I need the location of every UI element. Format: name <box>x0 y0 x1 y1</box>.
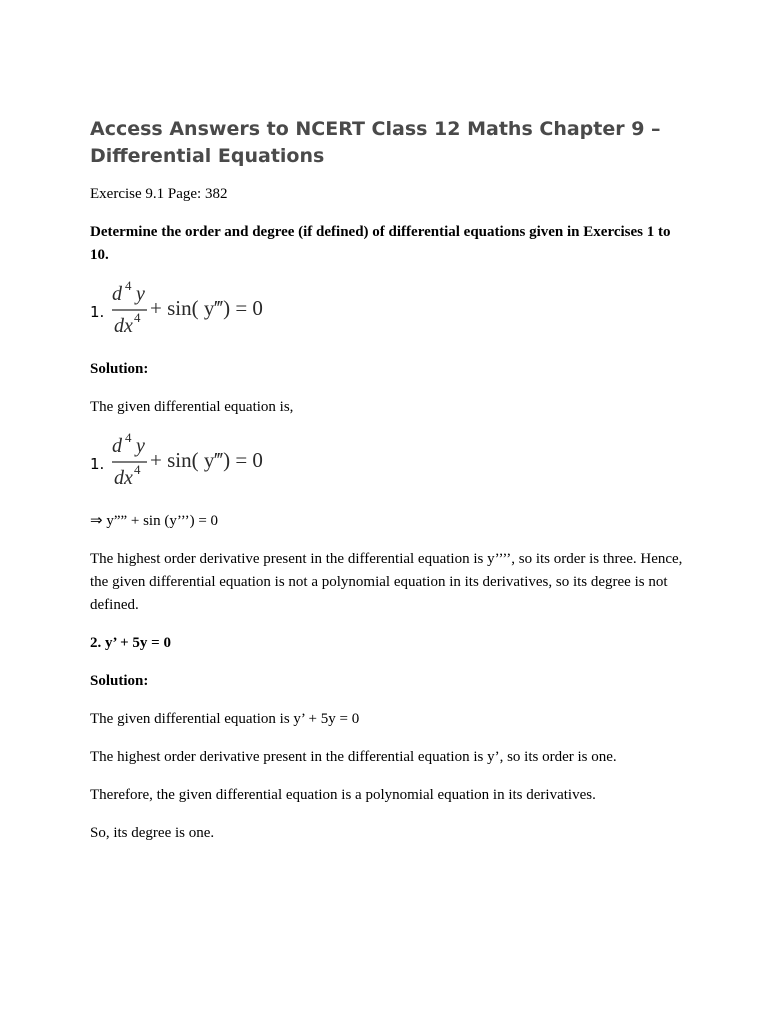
equation-rest: + sin( y‴) = 0 <box>150 448 263 472</box>
denominator-power: 4 <box>134 462 141 477</box>
q1-intro: The given differential equation is, <box>90 399 294 415</box>
numerator-power: 4 <box>125 430 132 445</box>
exercise-line: Exercise 9.1 Page: 382 <box>90 186 228 202</box>
equation-rest: + sin( y‴) = 0 <box>150 296 263 320</box>
denominator-dx: dx <box>114 467 133 489</box>
denominator-power: 4 <box>134 310 141 325</box>
instruction-text: Determine the order and degree (if defined) of differential equations given in Exercises 1 to 10. <box>90 224 671 263</box>
q1-explanation: The highest order derivative present in the differential equation is y’’’’, so its order is three. Hence, the given differential equation is not a polynomial equation in its derivatives, so its degree is not defined. <box>90 551 683 613</box>
q2-order: The highest order derivative present in the differential equation is y’, so its order is one. <box>90 749 617 765</box>
q2-polynomial: Therefore, the given differential equation is a polynomial equation in its derivatives. <box>90 787 596 803</box>
equation-number: 1. <box>90 303 105 321</box>
q2-degree: So, its degree is one. <box>90 825 215 841</box>
equation-number: 1. <box>90 455 105 473</box>
equation-image-repeat <box>90 430 290 498</box>
q2-intro: The given differential equation is y’ + 5y = 0 <box>90 711 360 727</box>
denominator-dx: dx <box>114 315 133 337</box>
page-title: Access Answers to NCERT Class 12 Maths Chapter 9 – Differential Equations <box>90 118 661 167</box>
equation-image <box>90 278 290 346</box>
numerator-d: d <box>112 435 122 457</box>
question-2: 2. y’ + 5y = 0 <box>90 635 171 651</box>
numerator-var: y <box>136 283 145 305</box>
q1-step: ⇒ y”” + sin (y’’’) = 0 <box>90 513 219 529</box>
question-1-equation <box>90 278 690 346</box>
document-page <box>90 116 690 860</box>
numerator-var: y <box>136 435 145 457</box>
q2-solution-label: Solution: <box>90 673 149 689</box>
numerator-d: d <box>112 283 122 305</box>
numerator-power: 4 <box>125 278 132 293</box>
solution-label: Solution: <box>90 361 149 377</box>
question-1-equation-repeat <box>90 430 690 498</box>
